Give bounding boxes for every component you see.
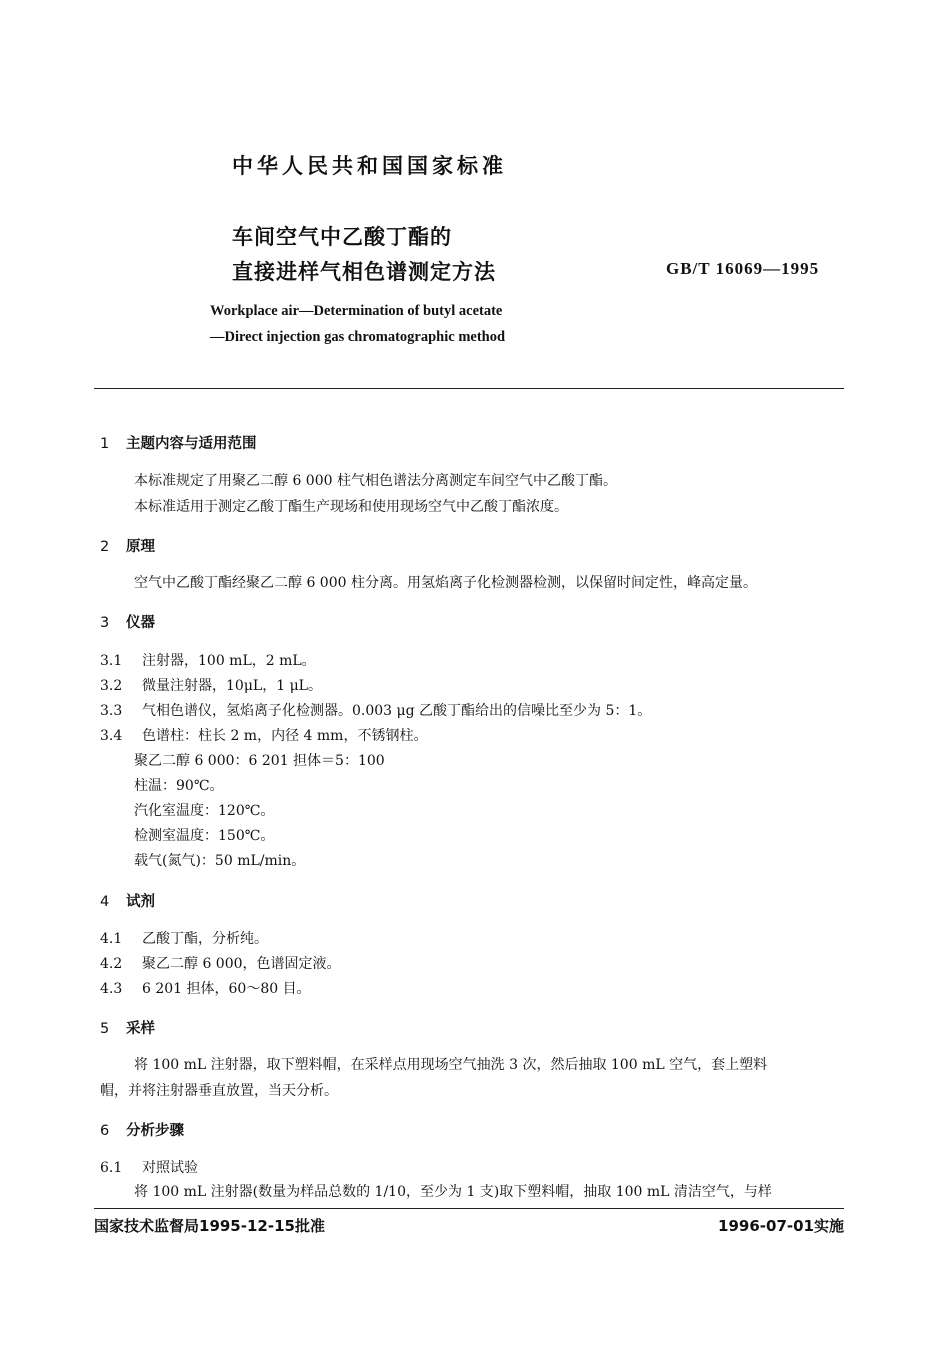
section-2-heading xyxy=(100,535,155,556)
section-number: 6 xyxy=(100,1123,110,1139)
item-text: 气相色谱仪，氢焰离子化检测器。0.003 μg 乙酸丁酯给出的信噪比至少为 5：1。 xyxy=(142,703,652,719)
section-number: 5 xyxy=(100,1021,110,1037)
item-4-1 xyxy=(100,928,268,948)
item-number: 4.2 xyxy=(100,956,123,972)
national-standard-heading: 中华人民共和国国家标准 xyxy=(232,154,507,178)
item-6-1 xyxy=(100,1157,198,1177)
section-title: 采样 xyxy=(126,1021,155,1037)
section-2-paragraph-1: 空气中乙酸丁酯经聚乙二醇 6 000 柱分离。用氢焰离子化检测器检测，以保留时间定性，峰高定量。 xyxy=(134,575,757,591)
item-3-4-carrier-gas: 载气(氮气)：50 mL/min。 xyxy=(134,853,306,869)
item-3-4-column-temp: 柱温：90℃。 xyxy=(134,778,224,794)
header-divider xyxy=(94,388,844,389)
section-title: 分析步骤 xyxy=(126,1123,184,1139)
title-en-line1: Workplace air—Determination of butyl acetate xyxy=(210,303,503,319)
item-3-4-stationary-phase: 聚乙二醇 6 000：6 201 担体＝5：100 xyxy=(134,753,385,769)
section-1-paragraph-1: 本标准规定了用聚乙二醇 6 000 柱气相色谱法分离测定车间空气中乙酸丁酯。 xyxy=(134,473,617,489)
section-number: 3 xyxy=(100,615,110,631)
title-zh-line1: 车间空气中乙酸丁酯的 xyxy=(232,225,452,249)
section-3-heading xyxy=(100,611,155,632)
item-text: 聚乙二醇 6 000，色谱固定液。 xyxy=(142,956,341,972)
section-1-paragraph-2: 本标准适用于测定乙酸丁酯生产现场和使用现场空气中乙酸丁酯浓度。 xyxy=(134,499,568,515)
item-number: 3.4 xyxy=(100,728,123,744)
standard-number: GB/T 16069—1995 xyxy=(666,259,820,278)
item-number: 3.1 xyxy=(100,653,123,669)
section-title: 主题内容与适用范围 xyxy=(126,436,257,452)
item-text: 6 201 担体，60～80 目。 xyxy=(142,981,311,997)
section-6-paragraph-1: 将 100 mL 注射器(数量为样品总数的 1/10，至少为 1 支)取下塑料帽，抽取 100 mL 清洁空气，与样 xyxy=(134,1184,772,1200)
item-number: 4.3 xyxy=(100,981,123,997)
item-3-4-detector-temp: 检测室温度：150℃。 xyxy=(134,828,275,844)
item-text: 对照试验 xyxy=(142,1160,198,1176)
item-4-3 xyxy=(100,978,311,998)
section-6-heading xyxy=(100,1119,184,1140)
section-1-heading xyxy=(100,432,257,453)
title-zh-line2: 直接进样气相色谱测定方法 xyxy=(232,260,496,284)
item-number: 4.1 xyxy=(100,931,123,947)
item-number: 6.1 xyxy=(100,1160,123,1176)
section-5-heading xyxy=(100,1017,155,1038)
section-title: 试剂 xyxy=(126,894,155,910)
section-5-paragraph-line-2: 帽，并将注射器垂直放置，当天分析。 xyxy=(100,1083,338,1099)
item-3-4 xyxy=(100,725,427,745)
section-title: 仪器 xyxy=(126,615,155,631)
item-text: 微量注射器，10μL，1 μL。 xyxy=(142,678,322,694)
section-number: 1 xyxy=(100,436,110,452)
section-5-paragraph-line-1: 将 100 mL 注射器，取下塑料帽，在采样点用现场空气抽洗 3 次，然后抽取 100 mL 空气，套上塑料 xyxy=(134,1057,768,1073)
title-en-line2: —Direct injection gas chromatographic method xyxy=(210,329,506,345)
section-4-heading xyxy=(100,890,155,911)
item-3-4-vaporizer-temp: 汽化室温度：120℃。 xyxy=(134,803,275,819)
section-title: 原理 xyxy=(126,539,155,555)
item-number: 3.2 xyxy=(100,678,123,694)
footer-divider xyxy=(94,1208,844,1209)
item-3-2 xyxy=(100,675,322,695)
item-number: 3.3 xyxy=(100,703,123,719)
item-3-3 xyxy=(100,700,651,720)
item-text: 注射器，100 mL，2 mL。 xyxy=(142,653,316,669)
implementation-date: 1996-07-01实施 xyxy=(718,1217,844,1235)
section-number: 2 xyxy=(100,539,110,555)
approval-date: 国家技术监督局1995-12-15批准 xyxy=(94,1217,325,1235)
section-number: 4 xyxy=(100,894,110,910)
item-3-1 xyxy=(100,650,316,670)
item-text: 乙酸丁酯，分析纯。 xyxy=(142,931,268,947)
item-4-2 xyxy=(100,953,341,973)
item-text: 色谱柱：柱长 2 m，内径 4 mm，不锈钢柱。 xyxy=(142,728,428,744)
